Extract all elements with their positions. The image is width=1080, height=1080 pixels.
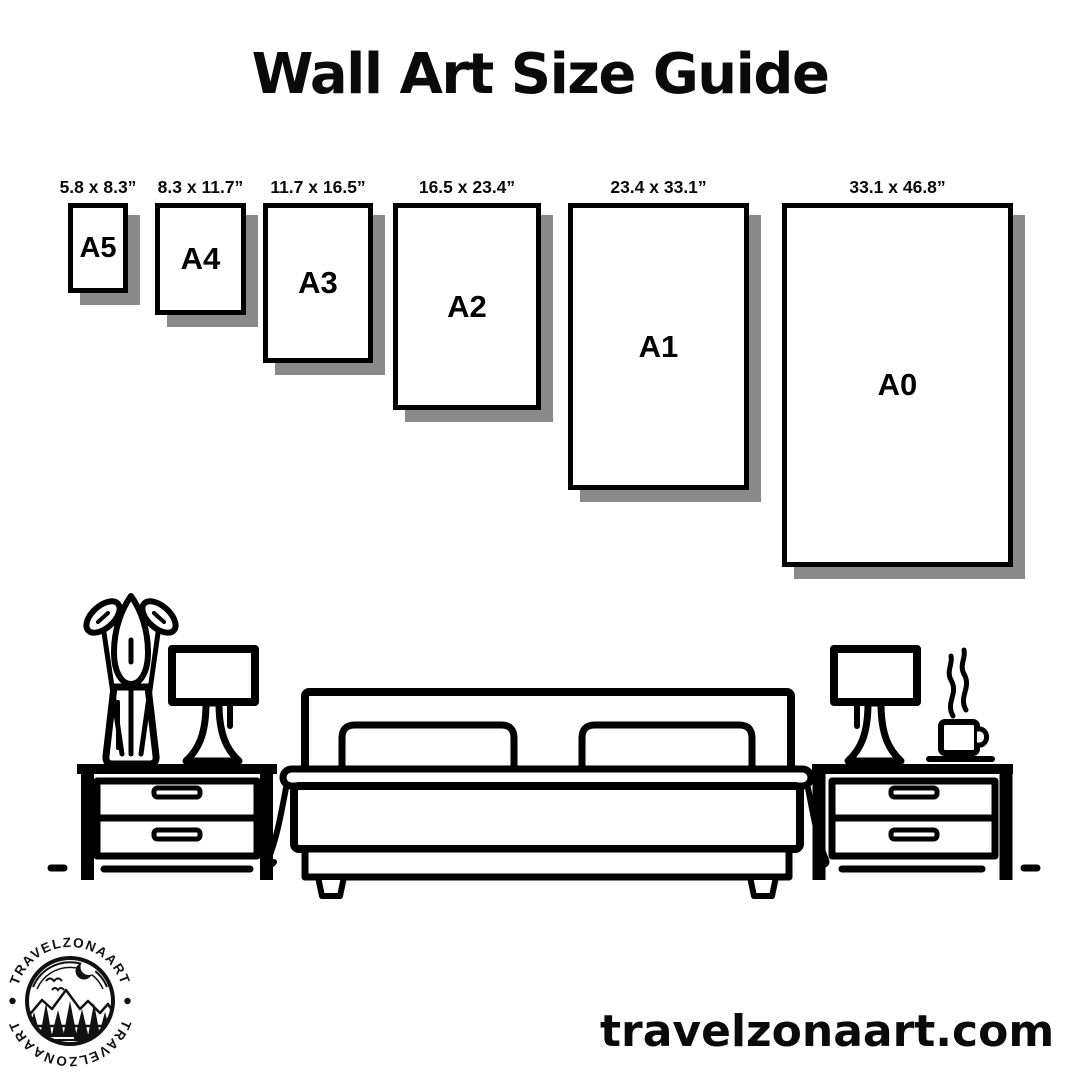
logo-dot-left — [9, 998, 15, 1004]
logo-dot-right — [124, 998, 130, 1004]
duvet — [294, 786, 800, 849]
coffee-cup-icon — [929, 650, 992, 759]
bed — [268, 692, 827, 896]
size-dimensions-label: 33.1 x 46.8” — [849, 177, 946, 197]
logo-arc-text-bottom: TRAVELZONAART — [5, 1018, 135, 1070]
bed-leg-right — [750, 877, 776, 896]
size-code-label: A5 — [79, 231, 117, 264]
size-code-label: A2 — [447, 288, 487, 324]
size-dimensions-label: 11.7 x 16.5” — [270, 177, 366, 197]
size-dimensions-label: 5.8 x 8.3” — [59, 177, 137, 197]
pillow-left — [342, 725, 514, 771]
size-code-label: A3 — [298, 265, 338, 300]
size-dimensions-label: 8.3 x 11.7” — [157, 177, 244, 197]
size-code-label: A0 — [877, 367, 918, 402]
logo-arc-text-top: TRAVELZONAART — [6, 934, 134, 987]
plant-vase-icon — [81, 595, 181, 764]
bed-base — [305, 849, 789, 877]
table-lamp-right-icon — [834, 649, 917, 761]
size-dimensions-label: 23.4 x 33.1” — [610, 177, 707, 197]
website-url: travelzonaart.com — [600, 1006, 1055, 1057]
left-nightstand — [77, 769, 277, 880]
size-dimensions-label: 16.5 x 23.4” — [418, 177, 516, 197]
page-title: Wall Art Size Guide — [251, 42, 829, 107]
right-nightstand — [812, 769, 1013, 880]
bed-leg-left — [318, 877, 344, 896]
pillow-right — [582, 725, 752, 771]
table-lamp-left-icon — [172, 649, 255, 761]
size-code-label: A1 — [638, 328, 679, 364]
size-code-label: A4 — [180, 241, 221, 276]
brand-logo — [6, 935, 134, 1069]
